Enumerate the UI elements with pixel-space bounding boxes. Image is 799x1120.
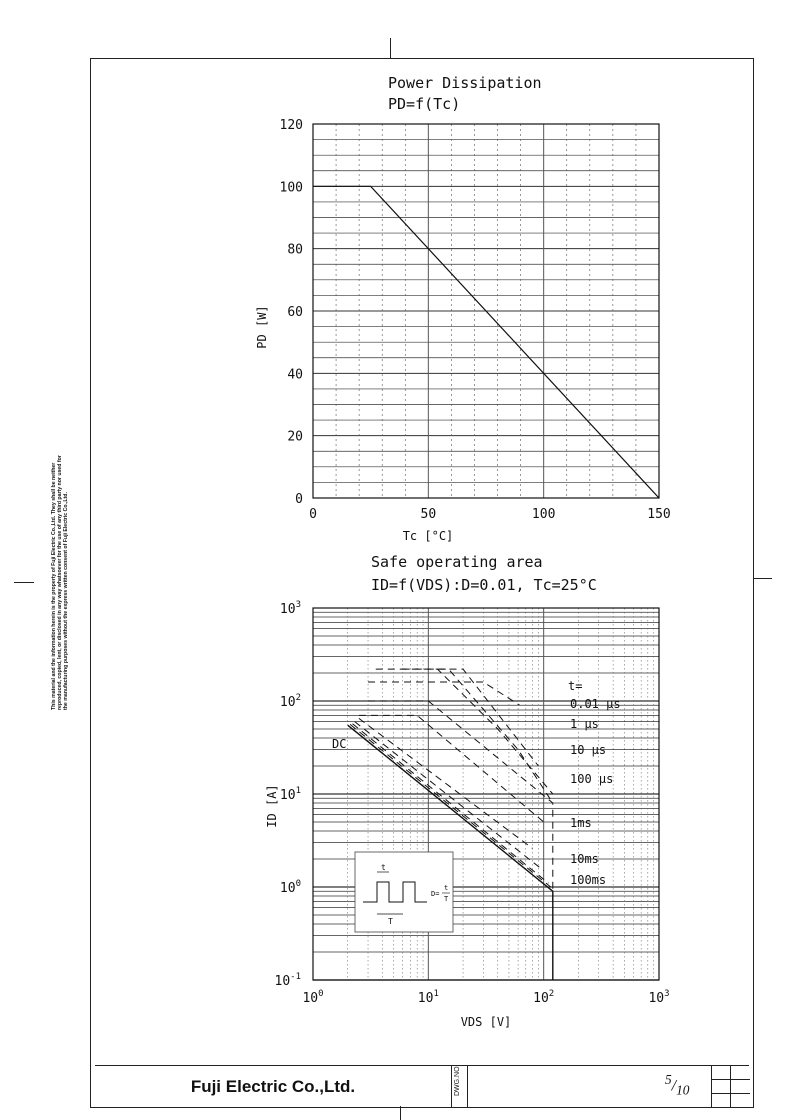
soa-ytick-label: $10^1$ bbox=[279, 786, 301, 803]
soa-series-label: 100 µs bbox=[570, 772, 614, 786]
company-name: Fuji Electric Co.,Ltd. bbox=[95, 1066, 452, 1108]
soa-inset-t-label: t bbox=[381, 863, 386, 872]
soa-inset-duty-den: T bbox=[444, 895, 449, 903]
soa-series-label: DC bbox=[332, 737, 347, 751]
page-current: 5 bbox=[665, 1072, 672, 1087]
pd-ytick-label: 0 bbox=[295, 492, 303, 507]
soa-series-line bbox=[368, 682, 520, 705]
soa-xtick-label: $10^3$ bbox=[648, 989, 670, 1006]
pd-xtick-label: 150 bbox=[647, 507, 671, 522]
soa-inset-duty-num: t bbox=[444, 884, 449, 892]
drawing-number-cell bbox=[451, 1066, 468, 1108]
soa-ytick-label: $10^2$ bbox=[279, 693, 301, 710]
soa-xtick-label: $10^2$ bbox=[533, 989, 555, 1006]
safe-operating-area-chart bbox=[0, 590, 799, 1050]
soa-xtick-label: $10^1$ bbox=[417, 989, 439, 1006]
pd-xlabel: Tc [°C] bbox=[402, 529, 454, 543]
title-block bbox=[95, 1065, 749, 1108]
soa-series-label: 10ms bbox=[570, 852, 599, 866]
page-number: $^5/_{10}$ bbox=[665, 1072, 690, 1098]
registration-mark-left bbox=[14, 582, 34, 583]
soa-ylabel: ID [A] bbox=[265, 784, 279, 828]
soa-series-label: 100ms bbox=[570, 873, 607, 887]
soa-xlabel: VDS [V] bbox=[460, 1015, 512, 1029]
pd-xtick-label: 100 bbox=[531, 507, 556, 522]
soa-xtick-label: $10^0$ bbox=[302, 989, 324, 1006]
registration-mark-right bbox=[754, 578, 772, 579]
soa-series-line bbox=[403, 669, 553, 803]
soa-ytick-label: $10^{-1}$ bbox=[274, 972, 301, 989]
soa-inset-T-label: T bbox=[388, 917, 393, 926]
pd-ytick-label: 60 bbox=[287, 305, 303, 320]
soa-series-line bbox=[376, 669, 553, 794]
soa-series-label: 1 µs bbox=[570, 717, 599, 731]
pd-ytick-label: 80 bbox=[287, 242, 303, 258]
soa-series-line bbox=[437, 669, 538, 766]
soa-chart-title: Safe operating area bbox=[371, 553, 543, 571]
pd-chart-title: Power Dissipation bbox=[388, 74, 542, 92]
page-total: 10 bbox=[676, 1082, 690, 1098]
soa-chart-subtitle: ID=f(VDS):D=0.01, Tc=25°C bbox=[371, 576, 597, 594]
soa-series-line bbox=[355, 722, 544, 871]
drawing-number-label: DWG.NO. bbox=[454, 1064, 461, 1096]
soa-ytick-label: $10^3$ bbox=[279, 600, 301, 617]
pd-xtick-label: 50 bbox=[420, 507, 437, 522]
pd-ytick-label: 20 bbox=[287, 429, 303, 445]
soa-legend-header: t= bbox=[568, 679, 583, 693]
revision-box bbox=[711, 1066, 750, 1108]
pd-ylabel: PD [W] bbox=[255, 305, 269, 349]
soa-ytick-label: $10^0$ bbox=[279, 879, 301, 896]
pd-ytick-label: 40 bbox=[287, 367, 303, 383]
soa-series-label: 0.01 µs bbox=[570, 697, 621, 711]
soa-series-label: 10 µs bbox=[570, 743, 607, 757]
soa-inset-duty-label: D= bbox=[431, 890, 440, 898]
pd-xtick-label: 0 bbox=[309, 507, 317, 522]
pd-ytick-label: 120 bbox=[279, 118, 303, 133]
soa-series-line bbox=[359, 715, 544, 822]
registration-mark-bottom bbox=[400, 1106, 401, 1120]
soa-series-label: 1ms bbox=[570, 816, 592, 830]
pd-chart-subtitle: PD=f(Tc) bbox=[388, 95, 461, 113]
pd-ytick-label: 100 bbox=[279, 180, 303, 196]
confidentiality-notice: This material and the information herein is the property of Fuji Electric Co.,Ltd. They shall be neither reproduced, copied, lent, or disclosed in any way whatsoever for the use of any third party nor used for the manufacturing purposes without the express written consent of Fuji Electric Co.,Ltd. bbox=[51, 455, 69, 710]
